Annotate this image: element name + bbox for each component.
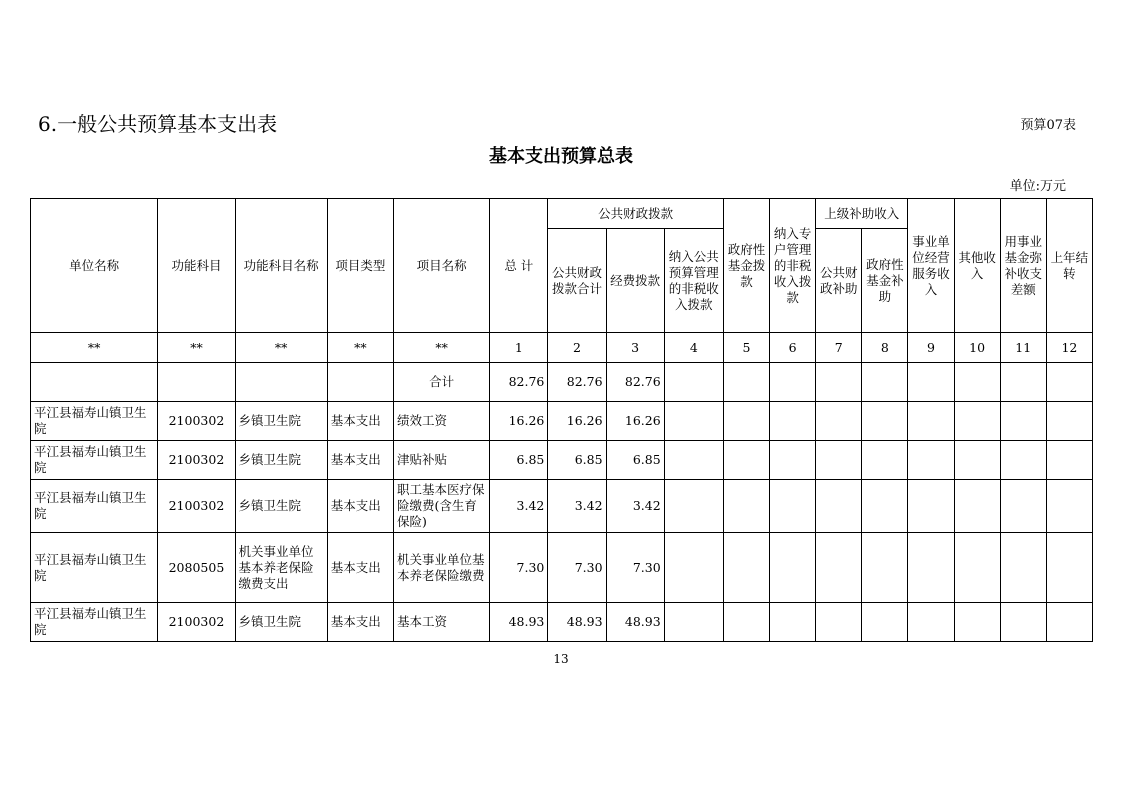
pf-sum-cell: 7.30	[548, 533, 606, 603]
empty-cell	[1046, 533, 1092, 603]
proj-type-cell: 基本支出	[327, 441, 393, 480]
index-cell: 8	[862, 333, 908, 363]
table-row	[31, 480, 1093, 533]
empty-cell	[954, 480, 1000, 533]
unit-label: 单位:万元	[1009, 179, 1066, 194]
proj-name-cell: 机关事业单位基本养老保险缴费	[393, 533, 489, 603]
table-row	[31, 402, 1093, 441]
col-header-business-income: 事业单位经营服务收入	[908, 199, 954, 333]
page-number: 13	[553, 652, 569, 666]
form-number: 预算07表	[1020, 118, 1076, 133]
func-code-cell: 2080505	[158, 533, 235, 603]
col-header-proj-name: 项目名称	[393, 199, 489, 333]
index-row	[31, 333, 1093, 363]
section-title: 6.一般公共预算基本支出表	[38, 112, 278, 136]
empty-cell	[664, 402, 723, 441]
empty-cell	[1046, 480, 1092, 533]
total-cell: 48.93	[490, 603, 548, 642]
proj-name-cell: 绩效工资	[393, 402, 489, 441]
proj-type-cell: 基本支出	[327, 480, 393, 533]
col-header-pf-fee: 经费拨款	[606, 229, 664, 333]
col-header-public-finance: 公共财政拨款	[548, 199, 724, 229]
col-header-unit-name: 单位名称	[31, 199, 158, 333]
empty-cell	[954, 441, 1000, 480]
empty-cell	[770, 441, 816, 480]
index-cell: 7	[816, 333, 862, 363]
col-header-special-nontax: 纳入专户管理的非税收入拨款	[770, 199, 816, 333]
col-header-sup-public: 公共财政补助	[816, 229, 862, 333]
pf-fee-cell: 3.42	[606, 480, 664, 533]
col-header-other-income: 其他收入	[954, 199, 1000, 333]
pf-sum-cell: 3.42	[548, 480, 606, 533]
empty-cell	[862, 480, 908, 533]
func-name-cell: 乡镇卫生院	[235, 603, 327, 642]
empty-cell	[1000, 441, 1046, 480]
empty-cell	[664, 603, 723, 642]
index-cell: 4	[664, 333, 723, 363]
budget-table	[30, 198, 1093, 642]
total-cell: 82.76	[490, 363, 548, 402]
empty-cell	[862, 441, 908, 480]
proj-type-cell: 基本支出	[327, 402, 393, 441]
func-code-cell: 2100302	[158, 402, 235, 441]
empty-cell	[723, 441, 769, 480]
col-header-total: 总 计	[490, 199, 548, 333]
unit-name-cell: 平江县福寿山镇卫生院	[31, 603, 158, 642]
func-name-cell: 机关事业单位基本养老保险缴费支出	[235, 533, 327, 603]
empty-cell	[816, 441, 862, 480]
index-cell: **	[235, 333, 327, 363]
func-name-cell: 乡镇卫生院	[235, 480, 327, 533]
pf-fee-cell: 16.26	[606, 402, 664, 441]
empty-cell	[908, 480, 954, 533]
col-header-fund-gap: 用事业基金弥补收支差额	[1000, 199, 1046, 333]
index-cell: 9	[908, 333, 954, 363]
pf-fee-cell: 7.30	[606, 533, 664, 603]
empty-cell	[723, 533, 769, 603]
col-header-func-code: 功能科目	[158, 199, 235, 333]
empty-cell	[770, 402, 816, 441]
index-cell: **	[31, 333, 158, 363]
empty-cell	[770, 603, 816, 642]
index-cell: **	[158, 333, 235, 363]
total-pf-fee-cell: 82.76	[606, 363, 664, 402]
empty-cell	[664, 533, 723, 603]
col-header-func-name: 功能科目名称	[235, 199, 327, 333]
unit-name-cell: 平江县福寿山镇卫生院	[31, 402, 158, 441]
index-cell: 6	[770, 333, 816, 363]
total-cell: 3.42	[490, 480, 548, 533]
col-header-carryover: 上年结转	[1046, 199, 1092, 333]
empty-cell	[816, 533, 862, 603]
empty-cell	[1046, 402, 1092, 441]
table-title: 基本支出预算总表	[489, 146, 633, 167]
empty-cell	[664, 480, 723, 533]
func-name-cell: 乡镇卫生院	[235, 441, 327, 480]
unit-name-cell: 平江县福寿山镇卫生院	[31, 533, 158, 603]
index-cell: 11	[1000, 333, 1046, 363]
unit-name-cell: 平江县福寿山镇卫生院	[31, 480, 158, 533]
empty-cell	[908, 533, 954, 603]
empty-cell	[1000, 603, 1046, 642]
proj-type-cell: 基本支出	[327, 533, 393, 603]
index-cell: **	[393, 333, 489, 363]
col-header-pf-nontax: 纳入公共预算管理的非税收入拨款	[664, 229, 723, 333]
table-row	[31, 441, 1093, 480]
empty-cell	[908, 441, 954, 480]
col-header-superior: 上级补助收入	[816, 199, 908, 229]
empty-cell	[723, 402, 769, 441]
index-cell: 3	[606, 333, 664, 363]
empty-cell	[1000, 480, 1046, 533]
unit-name-cell: 平江县福寿山镇卫生院	[31, 441, 158, 480]
col-header-sup-gov: 政府性基金补助	[862, 229, 908, 333]
empty-cell	[908, 603, 954, 642]
empty-cell	[862, 603, 908, 642]
empty-cell	[770, 480, 816, 533]
empty-cell	[816, 480, 862, 533]
empty-cell	[664, 441, 723, 480]
func-code-cell: 2100302	[158, 603, 235, 642]
empty-cell	[1046, 441, 1092, 480]
total-row	[31, 363, 1093, 402]
table-row	[31, 603, 1093, 642]
empty-cell	[723, 480, 769, 533]
pf-sum-cell: 6.85	[548, 441, 606, 480]
empty-cell	[954, 603, 1000, 642]
index-cell: 2	[548, 333, 606, 363]
empty-cell	[816, 603, 862, 642]
func-name-cell: 乡镇卫生院	[235, 402, 327, 441]
empty-cell	[954, 402, 1000, 441]
proj-name-cell: 职工基本医疗保险缴费(含生育保险)	[393, 480, 489, 533]
table-row	[31, 533, 1093, 603]
empty-cell	[816, 402, 862, 441]
empty-cell	[770, 533, 816, 603]
empty-cell	[954, 533, 1000, 603]
total-cell: 16.26	[490, 402, 548, 441]
index-cell: 5	[723, 333, 769, 363]
index-cell: 1	[490, 333, 548, 363]
pf-sum-cell: 48.93	[548, 603, 606, 642]
proj-name-cell: 基本工资	[393, 603, 489, 642]
proj-type-cell: 基本支出	[327, 603, 393, 642]
empty-cell	[1046, 603, 1092, 642]
index-cell: **	[327, 333, 393, 363]
func-code-cell: 2100302	[158, 480, 235, 533]
pf-fee-cell: 6.85	[606, 441, 664, 480]
col-header-proj-type: 项目类型	[327, 199, 393, 333]
empty-cell	[1000, 533, 1046, 603]
empty-cell	[862, 533, 908, 603]
empty-cell	[1000, 402, 1046, 441]
func-code-cell: 2100302	[158, 441, 235, 480]
total-cell: 7.30	[490, 533, 548, 603]
empty-cell	[862, 402, 908, 441]
proj-name-cell: 津贴补贴	[393, 441, 489, 480]
index-cell: 10	[954, 333, 1000, 363]
pf-sum-cell: 16.26	[548, 402, 606, 441]
col-header-gov-fund: 政府性基金拨款	[723, 199, 769, 333]
total-label: 合计	[393, 363, 489, 402]
total-pf-sum-cell: 82.76	[548, 363, 606, 402]
empty-cell	[723, 603, 769, 642]
empty-cell	[908, 402, 954, 441]
pf-fee-cell: 48.93	[606, 603, 664, 642]
index-cell: 12	[1046, 333, 1092, 363]
total-cell: 6.85	[490, 441, 548, 480]
col-header-pf-sum: 公共财政拨款合计	[548, 229, 606, 333]
